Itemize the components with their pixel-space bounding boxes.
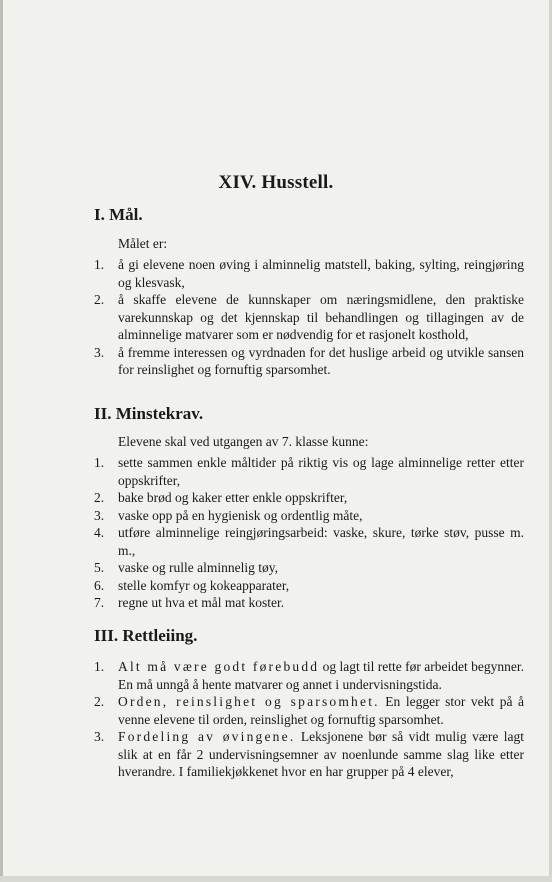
- section-heading-rettleiing: III. Rettleiing.: [94, 626, 198, 645]
- list-item: 7. regne ut hva et mål mat koster.: [94, 595, 285, 610]
- list-item: 1. sette sammen enkle måltider på riktig vis og lage alminnelige retter etter oppskrifter,: [94, 455, 524, 488]
- list-item: 2. Orden, reinslighet og sparsomhet. En legger stor vekt på å venne elevene til orden, reinslighet og fornuftig sparsomhet.: [94, 694, 525, 727]
- list-item: 3. vaske opp på en hygienisk og ordentlig måte,: [94, 507, 363, 523]
- list-item: 5. vaske og rulle alminnelig tøy,: [94, 560, 278, 575]
- list-item: 2. å skaffe elevene de kunnskaper om næringsmidlene, den praktiske varekunnskap og det kjennskap til behandlingen og tillagingen av de alminnelige matvarer som er nødvendig for et rasjonelt kosthold,: [94, 292, 524, 342]
- page-edge-left: [0, 0, 3, 882]
- chapter-title: XIV. Husstell.: [218, 172, 334, 193]
- section-list-maal: [94, 256, 524, 379]
- list-item: 6. stelle komfyr og kokeapparater,: [94, 577, 290, 593]
- list-item: 2. bake brød og kaker etter enkle oppskrifter,: [94, 490, 348, 505]
- list-item: 1. å gi elevene noen øving i alminnelig matstell, baking, sylting, reingjøring og klesvask,: [94, 257, 524, 290]
- section-intro-maal: Målet er:: [118, 236, 168, 251]
- list-item: 3. å fremme interessen og vyrdnaden for det huslige arbeid og utvikle sansen for reinslighet og fornuftig sparsomhet.: [94, 344, 524, 377]
- list-item: 4. utføre alminnelige reingjøringsarbeid: vaske, skure, tørke støv, pusse m. m.,: [94, 525, 524, 558]
- section-list-minstekrav: [94, 454, 524, 612]
- page-edge-bottom: [0, 876, 552, 882]
- section-intro-minstekrav: Elevene skal ved utgangen av 7. klasse kunne:: [118, 434, 369, 449]
- section-heading-maal: I. Mål.: [94, 205, 143, 224]
- list-item: 3. Fordeling av øvingene. Leksjonene bør så vidt mulig være lagt slik at en får 2 undervisningsemner av noenlunde samme slag like etter hverandre. I familiekjøkkenet hvor en har grupper på 4 elever,: [94, 729, 524, 779]
- list-item: 1. Alt må være godt førebudd og lagt til rette før arbeidet begynner. En må unngå å hente matvarer og annet i undervisningstida.: [94, 659, 524, 692]
- section-heading-minstekrav: II. Minstekrav.: [94, 404, 204, 423]
- section-list-rettleiing: [94, 658, 524, 781]
